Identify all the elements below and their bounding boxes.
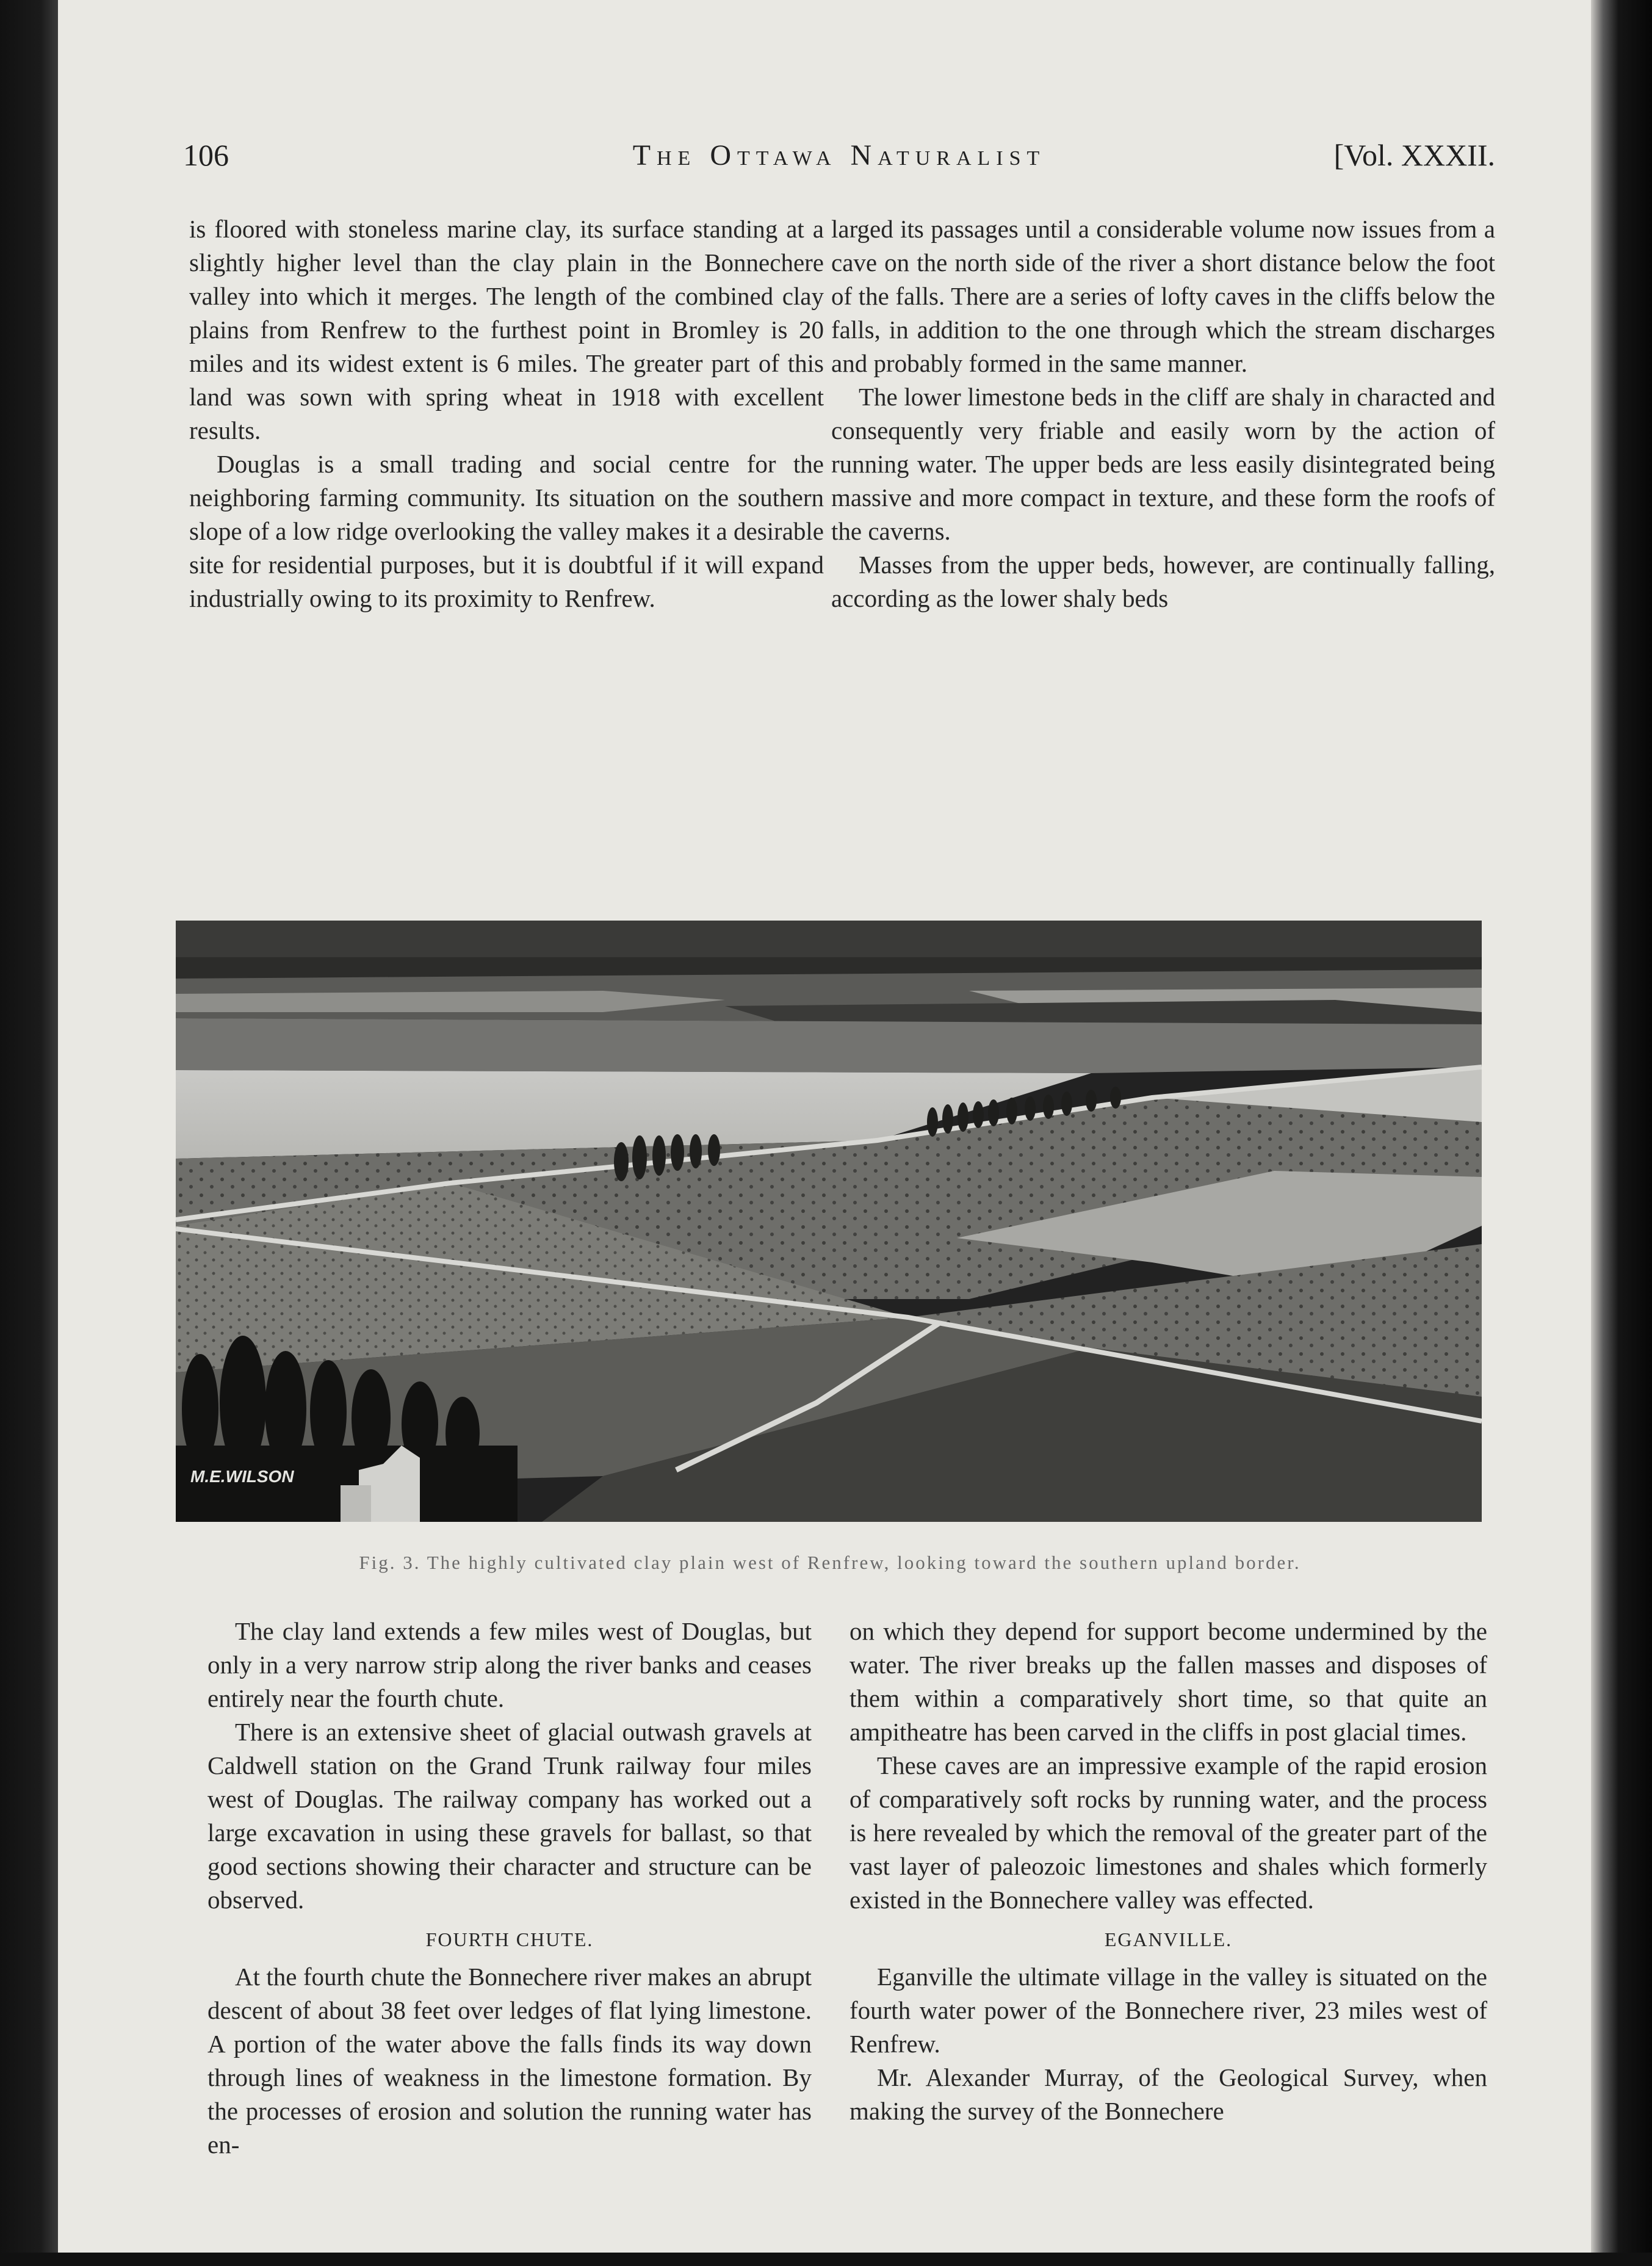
paragraph: The clay land extends a few miles west of Douglas, but only in a very narrow strip along the river banks and ceases entirely near the fourth chute. <box>207 1617 812 1712</box>
paragraph: Eganville the ultimate village in the valley is situated on the fourth water power of the Bonnechere river, 23 miles west of Renfrew. <box>849 1963 1487 2058</box>
column-bottom-right <box>849 1615 1487 2128</box>
page-number: 106 <box>183 138 229 172</box>
section-heading: EGANVILLE. <box>1104 1928 1233 1950</box>
figure-caption: Fig. 3. The highly cultivated clay plain west of Renfrew, looking toward the southern upland border. <box>359 1552 1301 1573</box>
paragraph: is floored with stoneless marine clay, its surface standing at a slightly higher level than the clay plain in the Bonnechere valley into which it merges. The length of the combined clay plains from Renfrew to the furthest point in Bromley is 20 miles and its widest extent is 6 miles. The greater part of this land was sown with spring wheat in 1918 with excellent results. <box>189 215 824 444</box>
journal-title: The Ottawa Naturalist <box>632 139 1046 172</box>
photographer-signature: M.E.WILSON <box>190 1467 294 1486</box>
figure-photograph <box>176 921 1482 1522</box>
paragraph: Douglas is a small trading and social centre for the neighboring farming community. Its situation on the southern slope of a low ridge overlooking the valley makes it a desirable site for residential purposes, but it is doubtful if it will expand industrially owing to its proximity to Renfrew. <box>189 450 824 612</box>
column-bottom-left <box>207 1615 812 2162</box>
paragraph: Mr. Alexander Murray, of the Geological Survey, when making the survey of the Bonnechere <box>849 2063 1487 2125</box>
landscape-photo <box>176 921 1482 1522</box>
paragraph: Masses from the upper beds, however, are continually falling, according as the lower shaly beds <box>831 551 1495 612</box>
column-top-right <box>831 212 1495 615</box>
paragraph: These caves are an impressive example of the rapid erosion of comparatively soft rocks by running water, and the process is here revealed by which the removal of the greater part of the vast layer of paleozoic limestones and shales which formerly existed in the Bonnechere valley was effected. <box>849 1751 1487 1914</box>
volume-label: [Vol. XXXII. <box>1333 138 1495 172</box>
paragraph: The lower limestone beds in the cliff are shaly in characted and consequently very friable and easily worn by the action of running water. The upper beds are less easily disintegrated being massive and more compact in texture, and these form the roofs of the caverns. <box>831 383 1495 545</box>
paragraph: on which they depend for support become undermined by the water. The river breaks up the fallen masses and disposes of them within a comparatively short time, so that quite an ampitheatre has been carved in the cliffs in post glacial times. <box>849 1617 1487 1746</box>
section-heading: FOURTH CHUTE. <box>425 1928 594 1950</box>
paragraph: There is an extensive sheet of glacial outwash gravels at Caldwell station on the Grand Trunk railway four miles west of Douglas. The railway company has worked out a large excavation in using these gravels for ballast, so that good sections showing their character and structure can be observed. <box>207 1718 812 1914</box>
column-top-left <box>189 212 824 615</box>
paragraph: larged its passages until a considerable volume now issues from a cave on the north side of the river a short distance below the foot of the falls. There are a series of lofty caves in the cliffs below the falls, in addition to the one through which the stream discharges and probably formed in the same manner. <box>831 215 1495 377</box>
book-gutter <box>1591 0 1652 2266</box>
scan-bottom-margin <box>0 2253 1652 2266</box>
paragraph: At the fourth chute the Bonnechere river makes an abrupt descent of about 38 feet over ledges of flat lying limestone. A portion of the water above the falls finds its way down through lines of weakness in the limestone formation. By the processes of erosion and solution the running water has en- <box>207 1963 812 2159</box>
running-header <box>183 131 1495 180</box>
scan-left-margin <box>0 0 58 2266</box>
